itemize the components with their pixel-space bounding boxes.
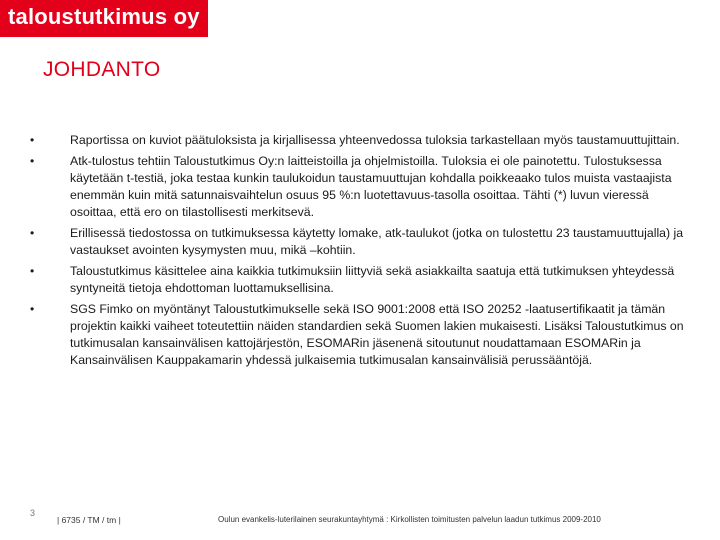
bullet-icon: • — [30, 154, 35, 168]
bullet-item — [30, 153, 690, 221]
bullet-text: Taloustutkimus käsittelee aina kaikkia tutkimuksiin liittyviä sekä asiakkailta saatuja että tutkimuksen yhteydessä syntyneitä tietoja ehdottoman luottamuksellisina. — [70, 264, 675, 295]
bullet-text: SGS Fimko on myöntänyt Taloustutkimukselle sekä ISO 9001:2008 että ISO 20252 -laatusertifikaatit ja tämän projektin kaikki vaiheet toteutettiin näiden standardien sekä Suomen lakien mukaisesti. Lisäksi Taloustutkimus on tutkimusalan kansainvälisen kattojärjestön, ESOMARin jäsenenä sitoutunut noudattamaan ESOMARin ja Kansainvälisen Kauppakamarin yhdessä julkaisemia tutkimusalan kansainvälisiä perussääntöjä. — [70, 302, 684, 367]
bullet-text: Erillisessä tiedostossa on tutkimuksessa käytetty lomake, atk-taulukot (jotka on tulostettu 23 taustamuuttujalla) ja vastaukset avointen kysymysten muu, mikä –kohtiin. — [70, 226, 684, 257]
bullet-icon: • — [30, 133, 35, 147]
bullet-item — [30, 263, 690, 297]
bullet-icon: • — [30, 226, 35, 240]
bullet-text: Atk-tulostus tehtiin Taloustutkimus Oy:n laitteistoilla ja ohjelmistoilla. Tuloksia ei ole painotettu. Tulostuksessa käytetään t-testiä, joka testaa kunkin taulukoidun taustamuuttujan kohdalla poikkeaako tulos muista vastaajista enemmän kuin mitä satunnaisvaihtelun osuus 95 %:n luotettavuus-tasolla osoittaa. Tähti (*) luvun vieressä osoittaa, että ero on tilastollisesti merkitsevä. — [70, 154, 672, 219]
bullet-icon: • — [30, 264, 35, 278]
bullet-text: Raportissa on kuviot päätuloksista ja kirjallisessa yhteenvedossa tuloksia tarkastellaan myös taustamuuttujittain. — [70, 133, 680, 147]
page-number: 3 — [30, 508, 36, 518]
bullet-item — [30, 132, 690, 149]
bullet-list — [30, 132, 690, 373]
page-title: JOHDANTO — [43, 58, 161, 81]
bullet-item — [30, 301, 690, 369]
bullet-item — [30, 225, 690, 259]
footer-description: Oulun evankelis-luterilainen seurakuntayhtymä : Kirkollisten toimitusten palvelun laadun tutkimus 2009-2010 — [218, 515, 601, 524]
logo-bar — [0, 0, 208, 37]
company-logo: taloustutkimus oy — [8, 4, 200, 29]
footer-reference: | 6735 / TM / tm | — [57, 515, 121, 525]
bullet-icon: • — [30, 302, 35, 316]
